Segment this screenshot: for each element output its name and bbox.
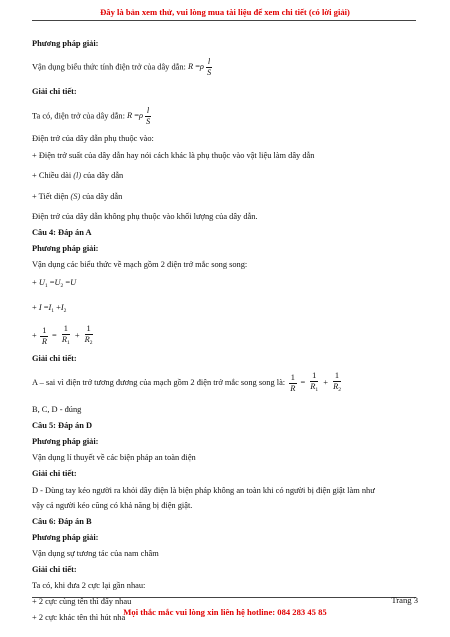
fraction-1-over-r bbox=[40, 326, 49, 347]
math-var: R bbox=[310, 382, 316, 391]
math-op: + bbox=[56, 303, 61, 312]
text-line: vậy cả người kéo cũng có khả năng bị điện giật. bbox=[32, 501, 193, 510]
math-var: ρ bbox=[138, 111, 143, 121]
math-var: (l) bbox=[73, 171, 82, 180]
question-heading: Câu 4: Đáp án A bbox=[32, 228, 92, 237]
text-span: + Tiết diện bbox=[32, 192, 69, 201]
question-heading: Câu 6: Đáp án B bbox=[32, 517, 92, 526]
text-line bbox=[32, 170, 420, 181]
math-sub: 1 bbox=[67, 340, 70, 346]
fraction-1-over-r1 bbox=[308, 371, 320, 395]
math-sub: 2 bbox=[338, 387, 341, 393]
math-sub: 1 bbox=[44, 283, 48, 289]
numerator: 1 bbox=[312, 371, 317, 380]
text-line: + 2 cực cùng tên thì đẩy nhau bbox=[32, 597, 132, 606]
text-span: Ta có, điện trở của dây dẫn: bbox=[32, 111, 125, 121]
text-line: + Điện trở suất của dây dẫn hay nói cách khác là phụ thuộc vào vật liệu làm dây dẫn bbox=[32, 151, 315, 160]
math-op: = bbox=[65, 278, 71, 287]
method-heading: Phương pháp giải: bbox=[32, 39, 99, 48]
preview-banner: Đây là bản xem thử, vui lòng mua tài liệu để xem chi tiết (có lời giải) bbox=[100, 7, 350, 17]
math-op: = bbox=[300, 377, 306, 387]
numerator: 1 bbox=[63, 324, 68, 333]
math-op: = bbox=[43, 303, 49, 312]
text-span: A – sai vì điện trở tương đương của mạch gồm 2 điện trở mắc song song là: bbox=[32, 377, 286, 387]
fraction-1-over-r1 bbox=[60, 324, 72, 348]
math-op: + bbox=[32, 330, 37, 340]
numerator: 1 bbox=[334, 371, 340, 380]
math-var: R bbox=[84, 335, 90, 344]
text-line: B, C, D - đúng bbox=[32, 405, 82, 414]
page-content bbox=[32, 34, 420, 623]
method-heading: Phương pháp giải: bbox=[32, 533, 99, 542]
math-var: I bbox=[38, 303, 42, 312]
math-var: R bbox=[333, 382, 339, 391]
denominator bbox=[308, 382, 320, 395]
hotline-footer: Mọi thắc mắc vui lòng xin liên hệ hotline: 084 283 45 85 bbox=[123, 607, 327, 617]
numerator: 1 bbox=[86, 324, 91, 333]
denominator: R bbox=[41, 336, 47, 346]
text-span: Vận dụng biểu thức tính điện trở của dây dẫn: bbox=[32, 62, 186, 72]
text-line: Điện trở của dây dẫn phụ thuộc vào: bbox=[32, 134, 154, 143]
text-line bbox=[32, 371, 420, 395]
math-op: = bbox=[49, 278, 55, 287]
math-op: = bbox=[134, 111, 139, 121]
fraction-l-over-s bbox=[205, 57, 213, 78]
formula-current bbox=[32, 302, 420, 317]
math-sub: 2 bbox=[63, 308, 67, 314]
page-number: Trang 3 bbox=[391, 595, 418, 605]
math-var: I bbox=[48, 303, 52, 312]
numerator: l bbox=[207, 57, 211, 66]
text-span: của dây dẫn bbox=[83, 171, 124, 180]
denominator: S bbox=[145, 117, 151, 126]
formula-voltage bbox=[32, 277, 420, 292]
math-var: R bbox=[127, 111, 133, 121]
solution-heading: Giải chi tiết: bbox=[32, 469, 77, 478]
math-var: ρ bbox=[199, 62, 204, 72]
math-sub: 1 bbox=[51, 308, 54, 314]
footer-divider bbox=[32, 597, 416, 598]
math-expr bbox=[39, 303, 67, 312]
header-divider bbox=[32, 20, 416, 21]
text-line: D - Dùng tay kéo người ra khỏi dây điện là biện pháp không an toàn khi có người bị điện giật làm như bbox=[32, 486, 375, 495]
fraction-1-over-r2 bbox=[331, 371, 343, 395]
math-var: U bbox=[70, 278, 77, 287]
denominator bbox=[331, 382, 343, 395]
solution-heading: Giải chi tiết: bbox=[32, 87, 77, 96]
denominator bbox=[60, 335, 72, 348]
denominator bbox=[83, 335, 95, 348]
text-line: Vận dụng các biểu thức về mạch gồm 2 điện trở mắc song song: bbox=[32, 260, 248, 269]
text-line bbox=[32, 57, 420, 78]
math-op: = bbox=[52, 330, 57, 340]
math-var: I bbox=[60, 303, 64, 312]
math-expr bbox=[39, 278, 76, 287]
solution-heading: Giải chi tiết: bbox=[32, 354, 77, 363]
numerator: 1 bbox=[42, 325, 47, 335]
method-heading: Phương pháp giải: bbox=[32, 244, 99, 253]
formula-resistance bbox=[187, 57, 214, 77]
text-line bbox=[32, 191, 420, 202]
text-line: Điện trở của dây dẫn không phụ thuộc vào khối lượng của dây dẫn. bbox=[32, 212, 258, 221]
math-sub: 1 bbox=[315, 387, 319, 393]
fraction-l-over-s bbox=[144, 106, 152, 127]
question-heading: Câu 5: Đáp án D bbox=[32, 421, 93, 430]
denominator: R bbox=[290, 383, 296, 393]
math-op: + bbox=[32, 303, 37, 312]
math-sub: 2 bbox=[60, 283, 64, 289]
text-line: Ta có, khi đưa 2 cực lại gần nhau: bbox=[32, 581, 146, 590]
math-sub: 2 bbox=[89, 340, 93, 346]
text-span: + Chiều dài bbox=[32, 171, 72, 180]
text-line: + 2 cực khác tên thì hút nha bbox=[32, 613, 126, 622]
text-span: của dây dẫn bbox=[82, 192, 123, 201]
text-line: Vận dụng lí thuyết về các biện pháp an toàn điện bbox=[32, 453, 196, 462]
math-op: = bbox=[195, 62, 200, 72]
fraction-1-over-r2 bbox=[83, 324, 95, 348]
math-op: + bbox=[323, 377, 328, 387]
numerator: 1 bbox=[290, 372, 295, 382]
math-op: + bbox=[74, 330, 80, 340]
denominator: S bbox=[206, 68, 212, 77]
formula-parallel-resistance bbox=[32, 324, 420, 348]
fraction-1-over-r bbox=[288, 373, 297, 394]
math-var: R bbox=[187, 62, 194, 72]
math-var: R bbox=[61, 335, 67, 344]
text-line bbox=[32, 106, 420, 127]
numerator: l bbox=[146, 106, 150, 115]
solution-heading: Giải chi tiết: bbox=[32, 565, 77, 574]
math-var: U bbox=[38, 278, 45, 287]
math-op: + bbox=[32, 278, 37, 287]
text-line: Vận dụng sự tương tác của nam châm bbox=[32, 549, 159, 558]
formula-resistance bbox=[127, 106, 153, 126]
math-var: U bbox=[54, 278, 61, 287]
math-var: (S) bbox=[70, 192, 81, 201]
method-heading: Phương pháp giải: bbox=[32, 437, 99, 446]
